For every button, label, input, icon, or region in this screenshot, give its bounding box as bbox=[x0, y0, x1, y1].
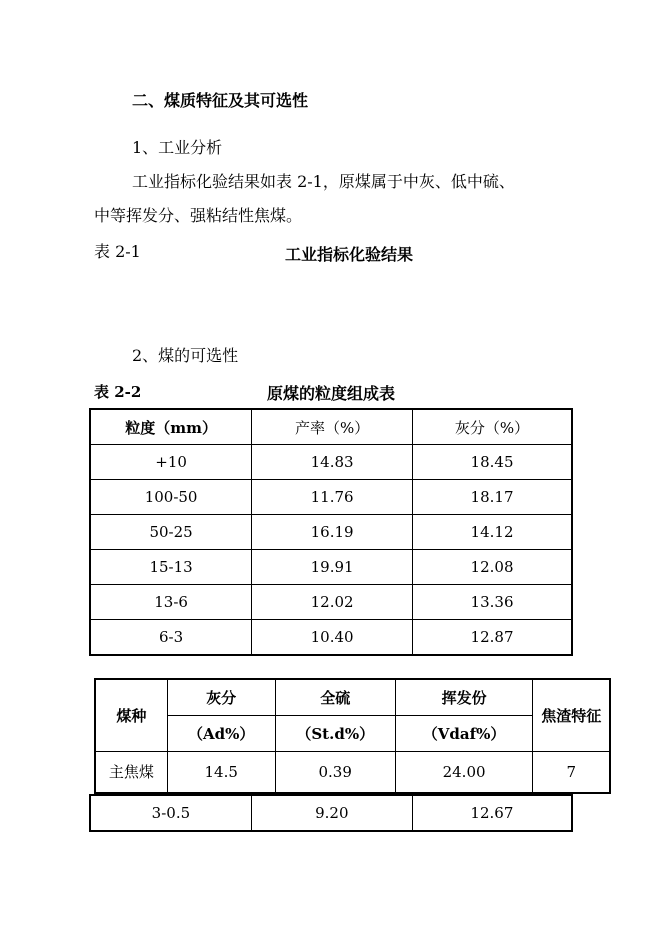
table-row bbox=[90, 515, 572, 550]
cell-sulfur: 0.39 bbox=[275, 751, 395, 793]
header-volatile-label: 挥发份 bbox=[395, 679, 533, 715]
cell-coke-residue: 7 bbox=[533, 751, 610, 793]
subheading-industrial-analysis: 1、工业分析 bbox=[132, 138, 223, 157]
header-coal-type: 煤种 bbox=[95, 679, 167, 751]
cell-coal-type: 主焦煤 bbox=[95, 751, 167, 793]
cell-size: 13-6 bbox=[90, 585, 252, 620]
table-row bbox=[90, 620, 572, 656]
header-ash: 灰分（%） bbox=[413, 409, 572, 445]
cell-ash: 18.45 bbox=[413, 445, 572, 480]
table-row bbox=[90, 585, 572, 620]
cell-ash: 14.5 bbox=[167, 751, 275, 793]
cell-yield: 19.91 bbox=[252, 550, 413, 585]
table-row bbox=[90, 480, 572, 515]
cell-size: 100-50 bbox=[90, 480, 252, 515]
table21-label: 表 2-1 bbox=[94, 242, 141, 261]
paragraph-line-1: 工业指标化验结果如表 2-1，原煤属于中灰、低中硫、 bbox=[132, 172, 515, 191]
paragraph-line-2: 中等挥发分、强粘结性焦煤。 bbox=[94, 206, 303, 225]
table-header-row bbox=[95, 715, 610, 751]
table21-title: 工业指标化验结果 bbox=[285, 245, 414, 264]
section-heading: 二、煤质特征及其可选性 bbox=[132, 91, 309, 110]
header-ash-label: 灰分 bbox=[167, 679, 275, 715]
cell-size: 6-3 bbox=[90, 620, 252, 656]
header-volatile-unit: （Vdaf%） bbox=[395, 715, 533, 751]
subheading-washability: 2、煤的可选性 bbox=[132, 346, 239, 365]
cell-size: 15-13 bbox=[90, 550, 252, 585]
header-size: 粒度（mm） bbox=[90, 409, 252, 445]
cell-ash: 12.87 bbox=[413, 620, 572, 656]
cell-ash: 12.08 bbox=[413, 550, 572, 585]
table-row bbox=[90, 445, 572, 480]
table-header-row bbox=[95, 679, 610, 715]
size-composition-continuation-table bbox=[89, 794, 573, 832]
header-coke-residue: 焦渣特征 bbox=[533, 679, 610, 751]
cell-ash: 12.67 bbox=[412, 795, 572, 831]
cell-size: +10 bbox=[90, 445, 252, 480]
table22-label: 表 2-2 bbox=[94, 383, 142, 401]
header-ash-unit: （Ad%） bbox=[167, 715, 275, 751]
cell-ash: 14.12 bbox=[413, 515, 572, 550]
cell-yield: 12.02 bbox=[252, 585, 413, 620]
cell-size: 3-0.5 bbox=[90, 795, 251, 831]
cell-volatile: 24.00 bbox=[395, 751, 533, 793]
cell-size: 50-25 bbox=[90, 515, 252, 550]
cell-yield: 10.40 bbox=[252, 620, 413, 656]
cell-yield: 11.76 bbox=[252, 480, 413, 515]
cell-ash: 13.36 bbox=[413, 585, 572, 620]
cell-ash: 18.17 bbox=[413, 480, 572, 515]
cell-yield: 9.20 bbox=[251, 795, 412, 831]
industrial-analysis-table bbox=[94, 678, 611, 794]
cell-yield: 14.83 bbox=[252, 445, 413, 480]
cell-yield: 16.19 bbox=[252, 515, 413, 550]
size-composition-table bbox=[89, 408, 573, 656]
header-sulfur-unit: （St.d%） bbox=[275, 715, 395, 751]
table-row bbox=[90, 550, 572, 585]
header-yield: 产率（%） bbox=[252, 409, 413, 445]
table-row bbox=[90, 795, 572, 831]
table-row bbox=[95, 751, 610, 793]
table22-title: 原煤的粒度组成表 bbox=[267, 384, 396, 403]
table-header-row bbox=[90, 409, 572, 445]
header-sulfur-label: 全硫 bbox=[275, 679, 395, 715]
